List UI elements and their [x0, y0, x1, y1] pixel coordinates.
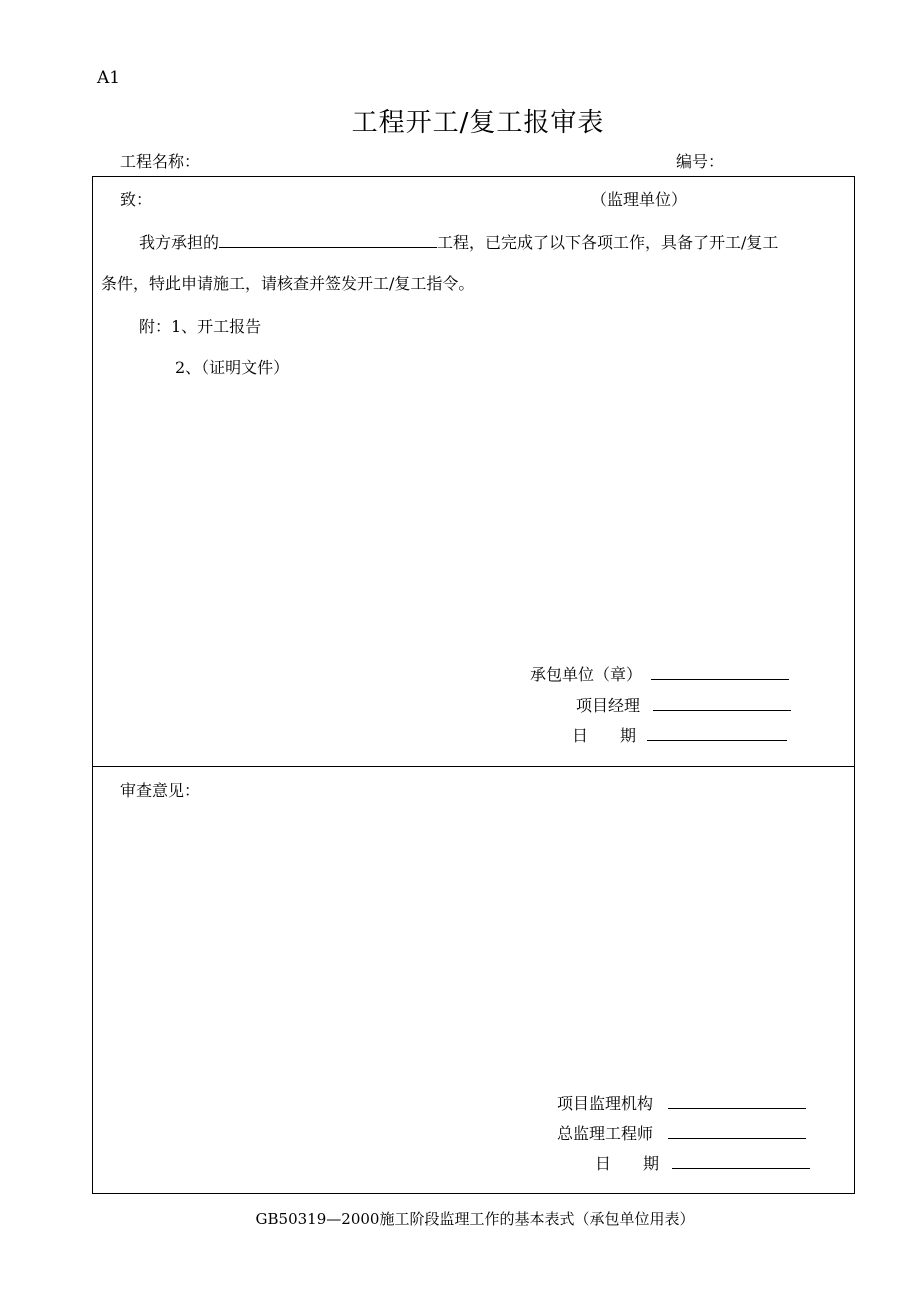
supervision-org-field[interactable]	[668, 1094, 806, 1109]
contractor-label: 承包单位（章）	[530, 665, 643, 684]
supervision-org-label: 项目监理机构	[557, 1094, 654, 1113]
application-date-label: 日 期	[572, 726, 637, 745]
body-prefix: 我方承担的	[139, 233, 220, 252]
project-blank-field[interactable]	[219, 233, 437, 248]
application-body-line2: 条件，特此申请施工，请核查并签发开工/复工指令。	[101, 274, 475, 293]
review-date-row	[595, 1151, 810, 1174]
supervision-org-row	[557, 1091, 806, 1114]
manager-signature-field[interactable]	[653, 696, 791, 711]
manager-label: 项目经理	[576, 696, 641, 715]
review-section	[92, 766, 855, 1194]
application-section	[92, 176, 855, 767]
contractor-signature-field[interactable]	[651, 665, 789, 680]
manager-signature-row	[576, 693, 791, 716]
application-date-field[interactable]	[647, 726, 787, 741]
page-title: 工程开工/复工报审表	[351, 108, 605, 138]
attachment-2: 2、（证明文件）	[175, 358, 290, 377]
supervisor-unit-label: （监理单位）	[591, 190, 688, 209]
body-suffix: 工程，已完成了以下各项工作，具备了开工/复工	[437, 233, 779, 252]
footer-note: GB50319—2000施工阶段监理工作的基本表式（承包单位用表）	[255, 1210, 695, 1228]
contractor-signature-row	[530, 662, 789, 685]
chief-engineer-label: 总监理工程师	[557, 1124, 654, 1143]
form-id: A1	[97, 68, 121, 88]
chief-engineer-field[interactable]	[668, 1124, 806, 1139]
chief-engineer-row	[557, 1121, 806, 1144]
serial-number-label: 编号：	[676, 152, 725, 171]
application-date-row	[572, 723, 787, 746]
attachment-1: 附：1、开工报告	[139, 317, 262, 336]
application-body-line1	[139, 230, 778, 253]
review-date-field[interactable]	[672, 1154, 810, 1169]
project-name-label: 工程名称：	[120, 152, 201, 171]
review-opinion-label: 审查意见：	[120, 781, 201, 800]
to-label: 致：	[120, 190, 153, 209]
review-date-label: 日 期	[595, 1154, 660, 1173]
